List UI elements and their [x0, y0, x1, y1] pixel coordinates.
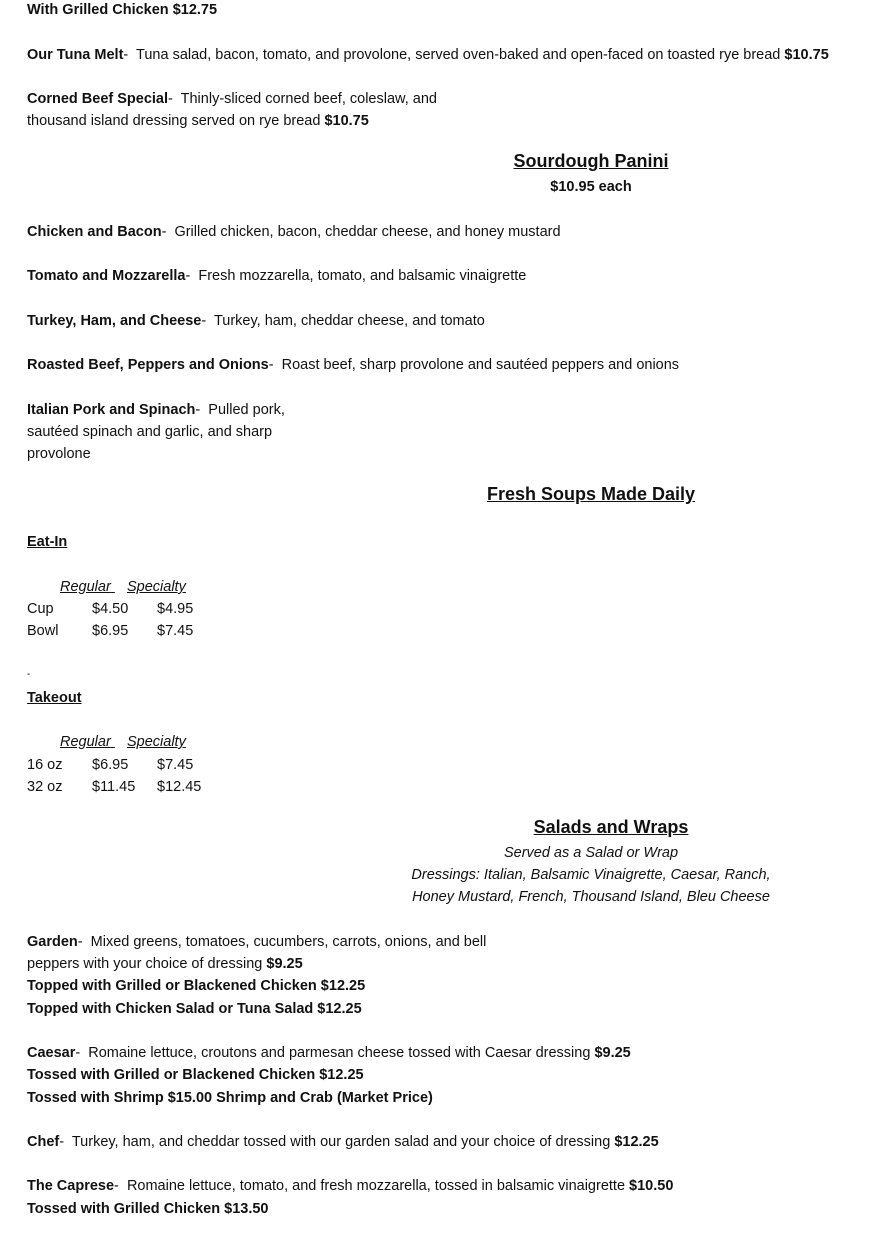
item-price: $12.25 [614, 1134, 659, 1150]
price-specialty: $12.45 [157, 779, 202, 795]
menu-item-caesar: Caesar- Romaine lettuce, croutons and parmesan cheese tossed with Caesar dressing $9.25 [27, 1045, 631, 1061]
grilled-chicken-option: With Grilled Chicken $12.75 [27, 2, 218, 18]
item-desc: provolone [27, 446, 91, 462]
item-name: Corned Beef Special [27, 91, 169, 107]
item-desc: Roast beef, sharp provolone and sautéed peppers and onions [281, 357, 680, 373]
menu-item-corned-beef: Corned Beef Special- Thinly-sliced corned beef, coleslaw, and [27, 91, 437, 107]
section-title-salads: Salads and Wraps [533, 817, 689, 837]
topping-option: Topped with Grilled or Blackened Chicken $12.25 [27, 978, 366, 994]
topping-option: Topped with Chicken Salad or Tuna Salad $12.25 [27, 1001, 362, 1017]
item-desc: Romaine lettuce, croutons and parmesan cheese tossed with Caesar dressing [88, 1045, 591, 1061]
item-desc: Pulled pork, [208, 402, 285, 418]
menu-item-chef: Chef- Turkey, ham, and cheddar tossed with our garden salad and your choice of dressing $12.25 [27, 1134, 659, 1150]
topping-option: Tossed with Grilled Chicken $13.50 [27, 1201, 269, 1217]
item-price: $9.25 [266, 956, 303, 972]
dressings-line-2: Honey Mustard, French, Thousand Island, Bleu Cheese [412, 889, 770, 905]
item-desc: Thinly-sliced corned beef, coleslaw, and [180, 91, 437, 107]
item-desc: sautéed spinach and garlic, and sharp [27, 424, 273, 440]
item-name: Italian Pork and Spinach [27, 402, 196, 418]
price-specialty: $7.45 [157, 757, 194, 773]
size-label: Bowl [27, 623, 59, 639]
item-name: Turkey, Ham, and Cheese [27, 313, 202, 329]
price-regular: $11.45 [92, 779, 136, 795]
menu-item-garden: Garden- Mixed greens, tomatoes, cucumbers, carrots, onions, and bell [27, 934, 487, 950]
item-name: Our Tuna Melt [27, 47, 124, 63]
item-name: Chicken and Bacon [27, 224, 162, 240]
topping-option: Tossed with Shrimp $15.00 Shrimp and Crab (Market Price) [27, 1090, 433, 1106]
price-specialty: $4.95 [157, 601, 194, 617]
topping-option: Tossed with Grilled or Blackened Chicken $12.25 [27, 1067, 364, 1083]
item-desc: Tuna salad, bacon, tomato, and provolone, served oven-baked and open-faced on toasted rye bread [136, 47, 781, 63]
salads-subtitle: Served as a Salad or Wrap [503, 845, 679, 861]
item-desc: Fresh mozzarella, tomato, and balsamic vinaigrette [198, 268, 527, 284]
item-name: Garden [27, 934, 78, 950]
price-regular: $6.95 [92, 623, 129, 639]
item-desc: Turkey, ham, cheddar cheese, and tomato [213, 313, 485, 329]
menu-item-garden-cont [27, 953, 303, 975]
col-header-specialty: Specialty [127, 734, 186, 750]
item-price: $10.50 [629, 1178, 674, 1194]
price-specialty: $7.45 [157, 623, 194, 639]
item-name: Roasted Beef, Peppers and Onions [27, 357, 269, 373]
section-title-soups: Fresh Soups Made Daily [486, 484, 696, 504]
item-name: Caesar [27, 1045, 76, 1061]
menu-item: Roasted Beef, Peppers and Onions- Roast beef, sharp provolone and sautéed peppers and onions [27, 357, 680, 373]
section-title-panini: Sourdough Panini [513, 151, 669, 171]
item-desc: peppers with your choice of dressing [27, 956, 263, 972]
size-label: 32 oz [27, 779, 63, 795]
menu-item-tuna-melt: Our Tuna Melt- Tuna salad, bacon, tomato, and provolone, served oven-baked and open-faced on toasted rye bread $10.75 [27, 47, 829, 63]
item-desc: Turkey, ham, and cheddar tossed with our garden salad and your choice of dressing [71, 1134, 611, 1150]
dressings-line-1: Dressings: Italian, Balsamic Vinaigrette, Caesar, Ranch, [411, 867, 771, 883]
col-header-regular: Regular [60, 734, 111, 750]
menu-item-caprese: The Caprese- Romaine lettuce, tomato, and fresh mozzarella, tossed in balsamic vinaigrette $10.50 [27, 1178, 674, 1194]
col-header-regular: Regular [60, 579, 111, 595]
item-desc: Grilled chicken, bacon, cheddar cheese, and honey mustard [174, 224, 561, 240]
item-desc: thousand island dressing served on rye bread [27, 113, 321, 129]
item-name: The Caprese [27, 1178, 115, 1194]
menu-item-corned-beef-cont [27, 110, 369, 132]
item-desc: Romaine lettuce, tomato, and fresh mozzarella, tossed in balsamic vinaigrette [126, 1178, 626, 1194]
item-price: $9.25 [594, 1045, 631, 1061]
item-price: $10.75 [324, 113, 369, 129]
menu-item: Italian Pork and Spinach- Pulled pork, [27, 402, 285, 418]
takeout-label: Takeout [27, 690, 82, 706]
eat-in-label: Eat-In [27, 534, 68, 550]
item-name: Tomato and Mozzarella [27, 268, 186, 284]
price-regular: $4.50 [92, 601, 129, 617]
separator-dash: - [27, 669, 31, 680]
item-price: $10.75 [784, 47, 829, 63]
menu-item: Chicken and Bacon- Grilled chicken, bacon, cheddar cheese, and honey mustard [27, 224, 561, 240]
menu-item: Turkey, Ham, and Cheese- Turkey, ham, cheddar cheese, and tomato [27, 313, 485, 329]
size-label: Cup [27, 601, 54, 617]
panini-price: $10.95 each [550, 179, 632, 195]
item-name: Chef [27, 1134, 60, 1150]
size-label: 16 oz [27, 757, 63, 773]
price-regular: $6.95 [92, 757, 129, 773]
col-header-specialty: Specialty [127, 579, 186, 595]
item-desc: Mixed greens, tomatoes, cucumbers, carrots, onions, and bell [90, 934, 487, 950]
menu-item: Tomato and Mozzarella- Fresh mozzarella, tomato, and balsamic vinaigrette [27, 268, 527, 284]
